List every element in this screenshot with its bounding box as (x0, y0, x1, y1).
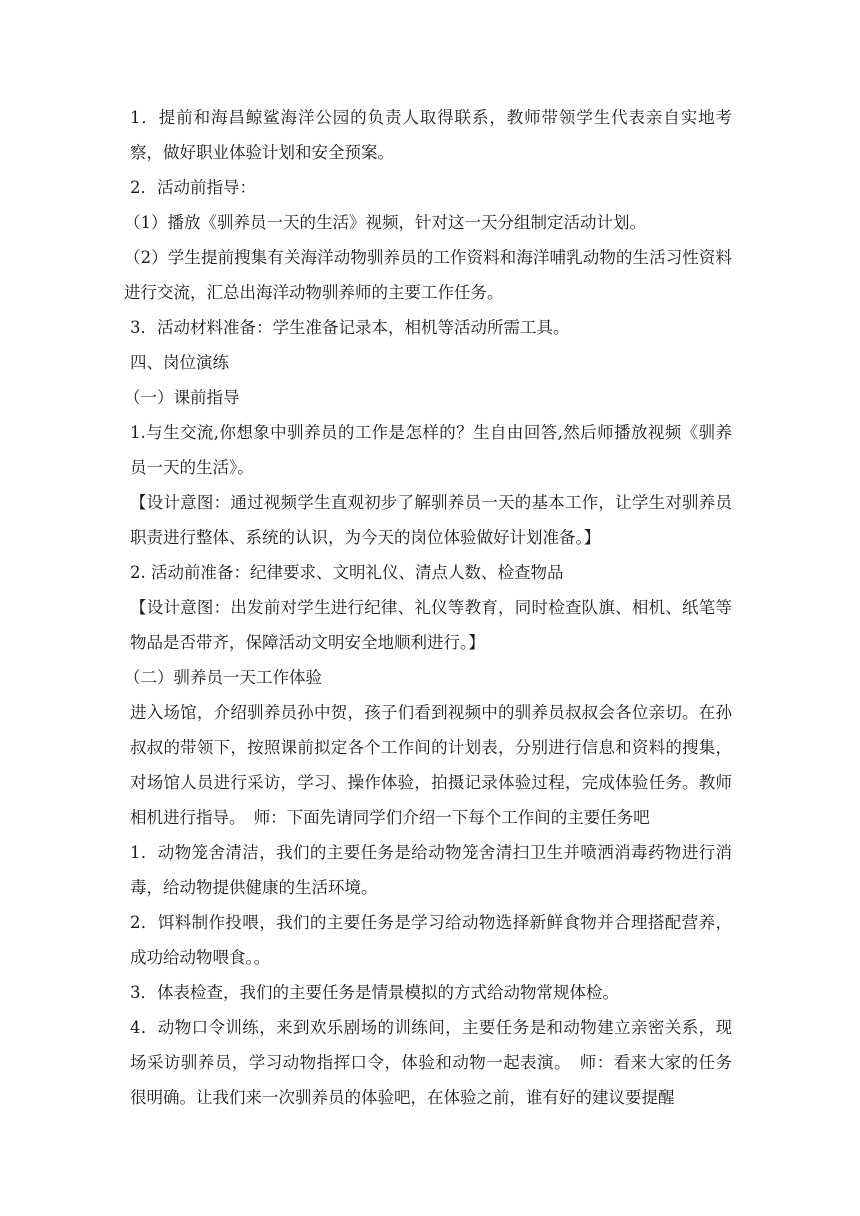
paragraph-pre-activity-prep: 2. 活动前准备：纪律要求、文明礼仪、清点人数、检查物品 (130, 563, 564, 582)
paragraph-task-cage-cleaning: 1．动物笼舍清洁，我们的主要任务是给动物笼舍清扫卫生并喷洒消毒药物进行消毒，给动物提供健康的生活环境。 (130, 843, 732, 897)
subsection-heading-work-experience: （二）驯养员一天工作体验 (124, 668, 322, 687)
paragraph-design-intent-1: 【设计意图：通过视频学生直观初步了解驯养员一天的基本工作，让学生对驯养员职责进行整体、系统的认识，为今天的岗位体验做好计划准备。】 (130, 493, 732, 547)
paragraph-task-body-check: 3．体表检查，我们的主要任务是情景模拟的方式给动物常规体检。 (130, 983, 619, 1002)
paragraph-preparation-contact: 1．提前和海昌鲸鲨海洋公园的负责人取得联系，教师带领学生代表亲自实地考察，做好职业体验计划和安全预案。 (130, 108, 732, 162)
paragraph-task-command-training: 4．动物口令训练，来到欢乐剧场的训练间，主要任务是和动物建立亲密关系，现场采访驯养员，学习动物指挥口令，体验和动物一起表演。 师：看来大家的任务很明确。让我们来一次驯养员的体验吧，在体验之前，谁有好的建议要提醒 (130, 1018, 732, 1107)
paragraph-task-feeding: 2．饵料制作投喂，我们的主要任务是学习给动物选择新鲜食物并合理搭配营养，成功给动物喂食。。 (130, 913, 732, 967)
paragraph-design-intent-2: 【设计意图：出发前对学生进行纪律、礼仪等教育，同时检查队旗、相机、纸笔等物品是否带齐，保障活动文明安全地顺利进行。】 (130, 598, 732, 652)
paragraph-materials-prep: 3．活动材料准备：学生准备记录本，相机等活动所需工具。 (130, 318, 570, 337)
section-heading-job-practice: 四、岗位演练 (130, 353, 229, 372)
document-body (124, 100, 732, 1115)
paragraph-pre-activity-guidance: 2．活动前指导： (130, 178, 256, 197)
paragraph-talk-with-students: 1.与生交流,你想象中驯养员的工作是怎样的？生自由回答,然后师播放视频《驯养员一天的生活》。 (130, 423, 732, 477)
paragraph-play-video: （1）播放《驯养员一天的生活》视频，针对这一天分组制定活动计划。 (124, 213, 646, 232)
paragraph-collect-materials: （2）学生提前搜集有关海洋动物驯养员的工作资料和海洋哺乳动物的生活习性资料进行交流，汇总出海洋动物驯养师的主要工作任务。 (124, 248, 732, 302)
paragraph-enter-venue: 进入场馆，介绍驯养员孙中贺，孩子们看到视频中的驯养员叔叔会各位亲切。在孙叔叔的带领下，按照课前拟定各个工作间的计划表，分别进行信息和资料的搜集，对场馆人员进行采访，学习、操作体验，拍摄记录体验过程，完成体验任务。教师相机进行指导。 师：下面先请同学们介绍一下每个工作间的主要任务吧 (130, 703, 732, 827)
subsection-heading-pre-class: （一）课前指导 (124, 388, 240, 407)
